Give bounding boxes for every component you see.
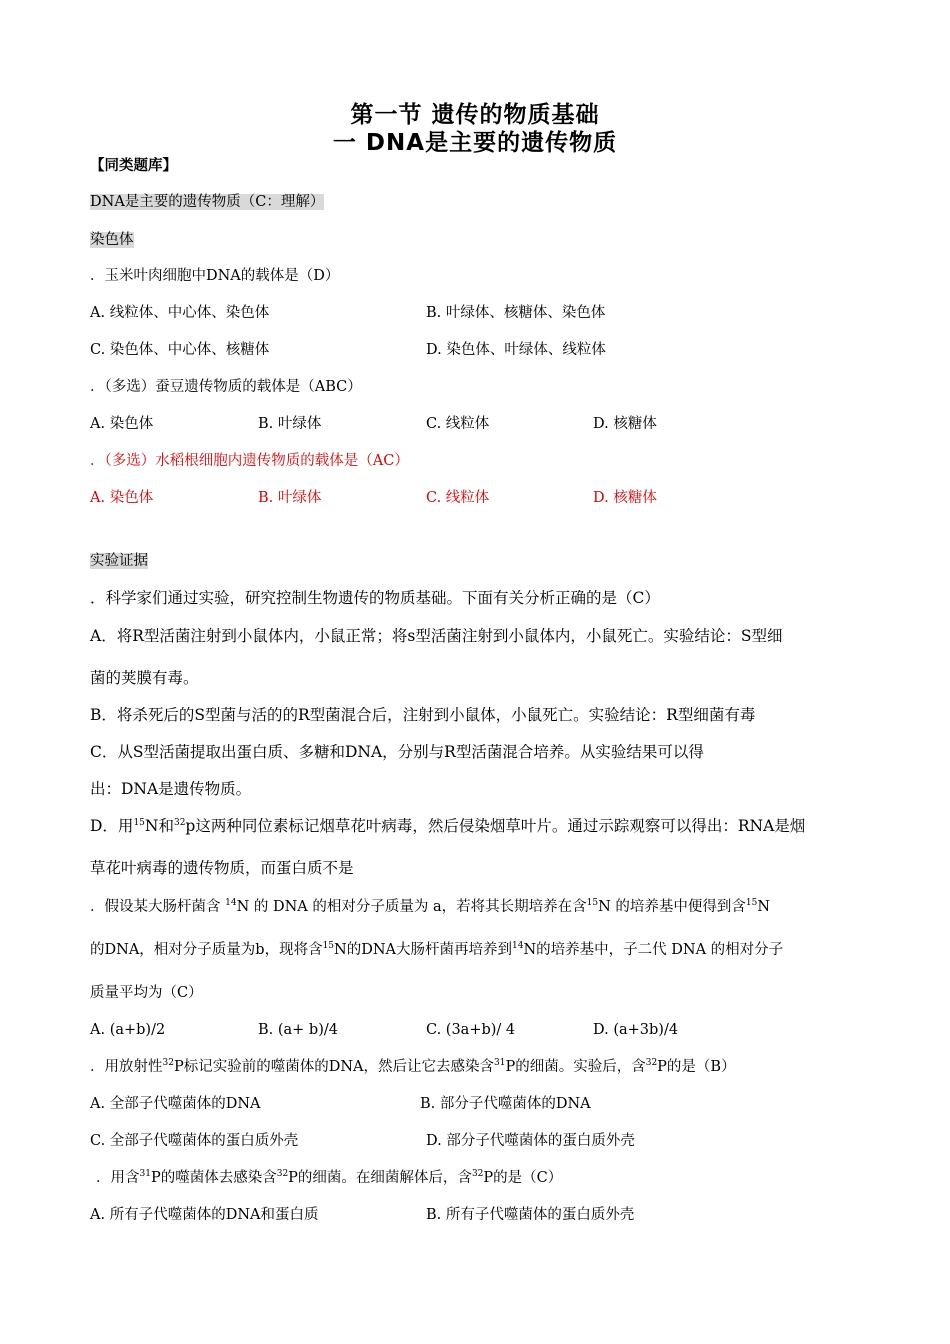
question-stem-line2: 的DNA，相对分子质量为b，现将含$^{15}$N的DNA大肠杆菌再培养到$^{14}$N的培养基中，子二代 DNA 的相对分子 (90, 941, 784, 958)
option-b: B. (a+ b)/4 (258, 1022, 338, 1038)
question-stem: ．用含$^{31}$P的噬菌体去感染含$^{32}$P的细菌。在细菌解体后，含$^{32}$P的是（C） (96, 1169, 563, 1186)
option-c: C. 线粒体 (426, 416, 490, 432)
option-b: B. 所有子代噬菌体的蛋白质外壳 (426, 1207, 635, 1223)
option-d-line1: D．用$^{15}$N和$^{32}$p这两种同位素标记烟草花叶病毒，然后侵染烟草叶片。通过示踪观察可以得出：RNA是烟 (90, 817, 806, 835)
option-b: B. 部分子代噬菌体的DNA (420, 1096, 591, 1112)
option-c: C. 染色体、中心体、核糖体 (90, 342, 270, 358)
option-c-line1: C．从S型活菌提取出蛋白质、多糖和DNA，分别与R型活菌混合培养。从实验结果可以得 (90, 743, 704, 761)
option-a: A. 染色体 (90, 490, 154, 506)
question-stem: ．玉米叶肉细胞中DNA的载体是（D） (90, 268, 340, 284)
option-a: A. (a+b)/2 (90, 1022, 166, 1038)
option-c: C. (3a+b)/ 4 (426, 1022, 516, 1038)
question-stem-line3: 质量平均为（C） (90, 985, 203, 1001)
option-d: D. (a+3b)/4 (593, 1022, 679, 1038)
option-b: B．将杀死后的S型菌与活的的R型菌混合后，注射到小鼠体，小鼠死亡。实验结论：R型细菌有毒 (90, 706, 756, 724)
option-d-line2: 草花叶病毒的遗传物质，而蛋白质不是 (90, 859, 354, 877)
option-d: D. 核糖体 (593, 416, 657, 432)
question-stem-line1: ．假设某大肠杆菌含 $^{14}$N 的 DNA 的相对分子质量为 a，若将其长期培养在含$^{15}$N 的培养基中便得到含$^{15}$N (90, 898, 771, 915)
option-b: B. 叶绿体 (258, 416, 322, 432)
option-a: A. 染色体 (90, 416, 154, 432)
section-heading-experiment: 实验证据 (90, 553, 148, 569)
option-c-line2: 出：DNA是遗传物质。 (90, 780, 252, 798)
option-d: D. 部分子代噬菌体的蛋白质外壳 (426, 1133, 635, 1149)
option-b: B. 叶绿体 (258, 490, 322, 506)
section-title: 一 DNA是主要的遗传物质 (332, 130, 618, 156)
option-a-line2: 菌的荚膜有毒。 (90, 669, 199, 687)
question-stem: ．科学家们通过实验，研究控制生物遗传的物质基础。下面有关分析正确的是（C） (90, 589, 660, 607)
topic-label: DNA是主要的遗传物质（C：理解） (90, 194, 325, 210)
option-d: D. 染色体、叶绿体、线粒体 (426, 342, 606, 358)
question-stem: ．用放射性$^{32}$P标记实验前的噬菌体的DNA，然后让它去感染含$^{31}$P的细菌。实验后，含$^{32}$P的是（B） (90, 1058, 736, 1075)
option-b: B. 叶绿体、核糖体、染色体 (426, 305, 606, 321)
option-d: D. 核糖体 (593, 490, 657, 506)
option-a: A. 线粒体、中心体、染色体 (90, 305, 270, 321)
chapter-title: 第一节 遗传的物质基础 (350, 102, 600, 128)
option-a-line1: A．将R型活菌注射到小鼠体内，小鼠正常；将s型活菌注射到小鼠体内，小鼠死亡。实验结论：S型细 (90, 627, 783, 645)
option-c: C. 全部子代噬菌体的蛋白质外壳 (90, 1133, 299, 1149)
option-a: A. 所有子代噬菌体的DNA和蛋白质 (90, 1207, 319, 1223)
section-heading-chromosome: 染色体 (90, 232, 134, 248)
question-stem: ．（多选）蚕豆遗传物质的载体是（ABC） (90, 379, 362, 395)
question-stem-highlighted: ．（多选）水稻根细胞内遗传物质的载体是（AC） (90, 453, 409, 469)
option-a: A. 全部子代噬菌体的DNA (90, 1096, 261, 1112)
option-c: C. 线粒体 (426, 490, 490, 506)
question-bank-tag: 【同类题库】 (90, 157, 177, 174)
